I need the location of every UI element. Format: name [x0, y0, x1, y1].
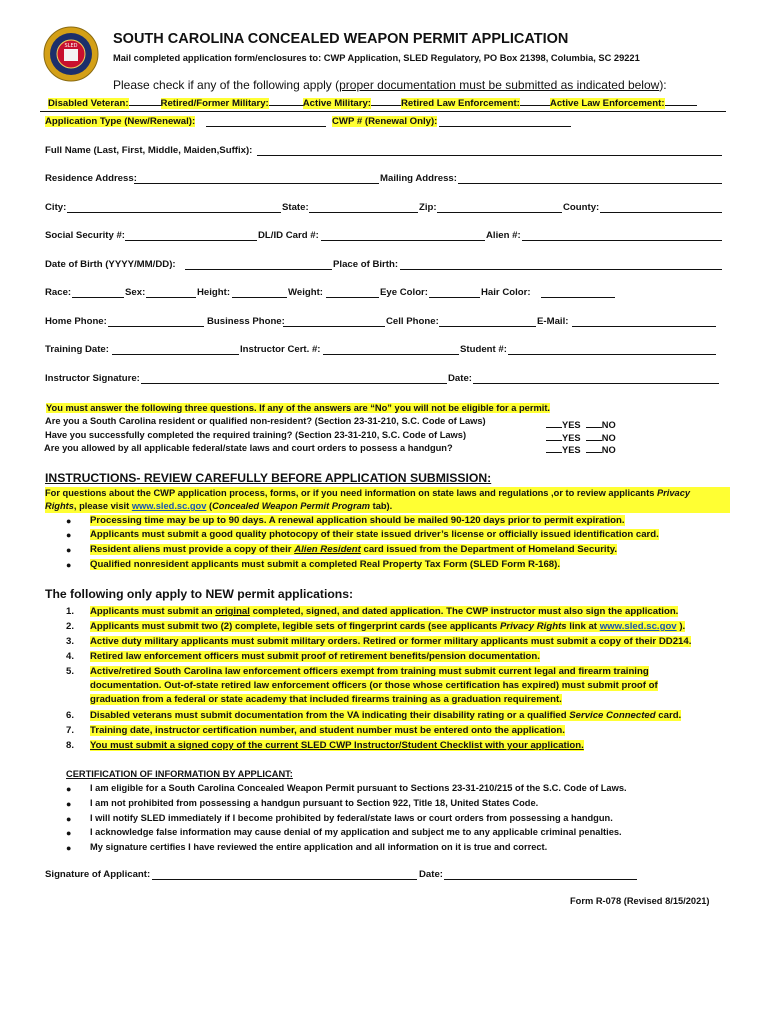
cwp-number-label: CWP # (Renewal Only): [332, 116, 438, 127]
ssn-field[interactable] [125, 240, 257, 241]
instruction-bullet-4: Qualified nonresident applicants must submit a completed Real Property Tax Form (SLED Form R-168). [90, 559, 561, 570]
new-item-2: Applicants must submit two (2) complete, legible sets of fingerprint cards (see applicants Privacy Rights link at www.sled.sc.gov ). [90, 621, 686, 632]
app-type-label: Application Type (New/Renewal): [45, 116, 196, 127]
question-2-answers: YES NO [546, 431, 616, 443]
q3-no-blank[interactable] [586, 443, 602, 453]
page-title: SOUTH CAROLINA CONCEALED WEAPON PERMIT APPLICATION [113, 31, 569, 47]
dob-field[interactable] [185, 269, 332, 270]
sled-link[interactable]: www.sled.sc.gov [131, 501, 207, 511]
status-disabled-veteran: Disabled Veteran: [48, 98, 129, 109]
zip-label: Zip: [419, 202, 437, 213]
q3-yes-blank[interactable] [546, 443, 562, 453]
applicant-date-field[interactable] [444, 879, 637, 880]
instructor-cert-field[interactable] [323, 354, 459, 355]
cert-item-4: I acknowledge false information may cause denial of my application and subject me to any applicable criminal penalties. [90, 827, 622, 837]
weight-label: Weight: [288, 287, 323, 298]
home-phone-field[interactable] [108, 326, 204, 327]
instruction-bullet-3: Resident aliens must provide a copy of their Alien Resident card issued from the Department of Homeland Security. [90, 544, 618, 555]
email-label: E-Mail: [537, 316, 569, 327]
cwp-number-field[interactable] [439, 126, 571, 127]
city-label: City: [45, 202, 67, 213]
new-item-3: Active duty military applicants must submit military orders. Retired or former military applicants must submit a copy of their DD214. [90, 636, 692, 647]
bullet-icon: ● [66, 516, 72, 526]
question-3-answers: YES NO [546, 443, 616, 455]
applicant-signature-label: Signature of Applicant: [45, 869, 151, 880]
student-label: Student #: [460, 344, 507, 355]
status-retired-military-field[interactable] [269, 96, 303, 106]
cert-item-1: I am eligible for a South Carolina Concealed Weapon Permit pursuant to Sections 23-31-210/215 of the S.C. Code of Laws. [90, 783, 627, 793]
instructions-intro: For questions about the CWP application process, forms, or if you need information on state laws and regulations ,or to review applicants Privacy Rights, please visit www.sled.sc.gov (Concealed Weapon Permit Program tab). [45, 487, 730, 513]
bullet-icon: ● [66, 545, 72, 555]
county-label: County: [563, 202, 600, 213]
training-date-field[interactable] [112, 354, 239, 355]
hair-color-field[interactable] [541, 297, 615, 298]
bullet-icon: ● [66, 814, 72, 824]
dl-field[interactable] [321, 240, 485, 241]
instructor-signature-field[interactable] [141, 383, 447, 384]
dob-label: Date of Birth (YYYY/MM/DD): [45, 259, 176, 270]
alien-field[interactable] [522, 240, 722, 241]
certification-heading: CERTIFICATION OF INFORMATION BY APPLICANT: [66, 769, 293, 779]
residence-label: Residence Address: [45, 173, 137, 184]
status-retired-law-field[interactable] [520, 96, 550, 106]
instructor-cert-label: Instructor Cert. #: [240, 344, 321, 355]
questions-notice: You must answer the following three questions. If any of the answers are “No” you will not be eligible for a permit. [46, 403, 551, 413]
instruction-bullet-2: Applicants must submit a good quality photocopy of their state issued driver’s license or officially issued identification card. [90, 529, 659, 540]
dl-label: DL/ID Card #: [258, 230, 319, 241]
check-instruction: Please check if any of the following apply (proper documentation must be submitted as indicated below): [113, 78, 667, 92]
county-field[interactable] [600, 212, 722, 213]
new-item-6: Disabled veterans must submit documentation from the VA indicating their disability rating or a qualified Service Connected card. [90, 710, 682, 721]
city-field[interactable] [67, 212, 281, 213]
seal-text: SLED [64, 43, 78, 49]
item-number: 8. [66, 740, 75, 751]
pob-label: Place of Birth: [333, 259, 399, 270]
bullet-icon: ● [66, 560, 72, 570]
instructor-signature-label: Instructor Signature: [45, 373, 140, 384]
residence-field[interactable] [134, 183, 379, 184]
state-field[interactable] [309, 212, 418, 213]
new-item-4: Retired law enforcement officers must submit proof of retirement benefits/pension documentation. [90, 651, 540, 662]
question-1-answers: YES NO [546, 418, 616, 430]
mailing-label: Mailing Address: [380, 173, 457, 184]
sex-label: Sex: [125, 287, 146, 298]
status-active-military: Active Military: [302, 98, 371, 109]
height-label: Height: [197, 287, 231, 298]
full-name-label: Full Name (Last, First, Middle, Maiden,Suffix): [45, 145, 253, 156]
instructions-heading: INSTRUCTIONS- REVIEW CAREFULLY BEFORE APPLICATION SUBMISSION: [45, 471, 492, 485]
instructor-date-label: Date: [448, 373, 472, 384]
new-item-7: Training date, instructor certification number, and student number must be entered onto the application. [90, 725, 565, 736]
cert-item-5: My signature certifies I have reviewed the entire application and all information on it is true and correct. [90, 842, 548, 852]
instruction-bullet-1: Processing time may be up to 90 days. A renewal application should be mailed 90-120 days prior to permit expiration. [90, 515, 625, 526]
q1-no-blank[interactable] [586, 418, 602, 428]
bullet-icon: ● [66, 530, 72, 540]
item-number: 7. [66, 725, 75, 736]
email-field[interactable] [572, 326, 716, 327]
q2-no-blank[interactable] [586, 431, 602, 441]
bullet-icon: ● [66, 828, 72, 838]
q2-yes-blank[interactable] [546, 431, 562, 441]
cell-phone-field[interactable] [439, 326, 536, 327]
sled-seal-icon [43, 26, 99, 82]
race-field[interactable] [72, 297, 124, 298]
cert-item-2: I am not prohibited from possessing a handgun pursuant to Section 922, Title 18, United States Code. [90, 798, 539, 808]
race-label: Race: [45, 287, 72, 298]
mail-line: Mail completed application form/enclosures to: CWP Application, SLED Regulatory, PO Box 21398, Columbia, SC 29221 [113, 53, 640, 63]
home-phone-label: Home Phone: [45, 316, 107, 327]
bullet-icon: ● [66, 784, 72, 794]
app-type-field[interactable] [206, 126, 326, 127]
business-phone-field[interactable] [283, 326, 385, 327]
hair-color-label: Hair Color: [481, 287, 531, 298]
status-retired-law: Retired Law Enforcement: [401, 98, 520, 109]
zip-field[interactable] [437, 212, 562, 213]
status-active-law-field[interactable] [665, 96, 697, 106]
status-active-law: Active Law Enforcement: [549, 98, 665, 109]
status-active-military-field[interactable] [371, 96, 401, 106]
ssn-label: Social Security #: [45, 230, 125, 241]
new-permit-heading: The following only apply to NEW permit applications: [45, 587, 354, 601]
bullet-icon: ● [66, 799, 72, 809]
form-number: Form R-078 (Revised 8/15/2021) [570, 896, 710, 906]
state-label: State: [282, 202, 309, 213]
new-item-8: You must submit a signed copy of the current SLED CWP Instructor/Student Checklist with your application. [90, 740, 584, 751]
business-phone-label: Business Phone: [207, 316, 285, 327]
cell-phone-label: Cell Phone: [386, 316, 439, 327]
question-3: Are you allowed by all applicable federal/state laws and court orders to possess a handgun? [44, 443, 453, 453]
status-disabled-veteran-field[interactable] [129, 96, 161, 106]
q1-yes-blank[interactable] [546, 418, 562, 428]
weight-field[interactable] [326, 297, 379, 298]
full-name-field[interactable] [257, 155, 722, 156]
new-item-5-line-2: documentation. Out-of-state retired law enforcement officers (or those whose certification has expired) must submit proof of [90, 680, 658, 691]
divider [40, 111, 726, 112]
status-retired-military: Retired/Former Military: [160, 98, 269, 109]
pob-field[interactable] [400, 269, 722, 270]
applicant-date-label: Date: [419, 869, 443, 880]
status-options-row [48, 96, 697, 109]
student-field[interactable] [508, 354, 716, 355]
sex-field[interactable] [146, 297, 196, 298]
new-item-5-line-1: Active/retired South Carolina law enforcement officers exempt from training must submit current legal and firearm training [90, 666, 649, 677]
instructor-date-field[interactable] [473, 383, 719, 384]
eye-color-label: Eye Color: [380, 287, 428, 298]
eye-color-field[interactable] [429, 297, 480, 298]
alien-label: Alien #: [486, 230, 521, 241]
item-number: 6. [66, 710, 75, 721]
new-item-5-line-3: graduation from a federal or state academy that included firearms training as a graduation requirement. [90, 694, 562, 705]
bullet-icon: ● [66, 843, 72, 853]
new-item-1: Applicants must submit an original completed, signed, and dated application. The CWP instructor must also sign the application. [90, 606, 679, 617]
cert-item-3: I will notify SLED immediately if I become prohibited by federal/state laws or court orders from possessing a handgun. [90, 813, 613, 823]
item-number: 5. [66, 666, 75, 677]
item-number: 2. [66, 621, 75, 632]
item-number: 4. [66, 651, 75, 662]
applicant-signature-field[interactable] [152, 879, 417, 880]
mailing-field[interactable] [458, 183, 722, 184]
question-1: Are you a South Carolina resident or qualified non-resident? (Section 23-31-210, S.C. Code of Laws) [45, 416, 486, 426]
item-number: 3. [66, 636, 75, 647]
height-field[interactable] [232, 297, 287, 298]
training-date-label: Training Date: [45, 344, 109, 355]
question-2: Have you successfully completed the required training? (Section 23-31-210, S.C. Code of Laws) [45, 430, 467, 440]
sled-link-2[interactable]: www.sled.sc.gov [599, 621, 677, 632]
item-number: 1. [66, 606, 75, 617]
